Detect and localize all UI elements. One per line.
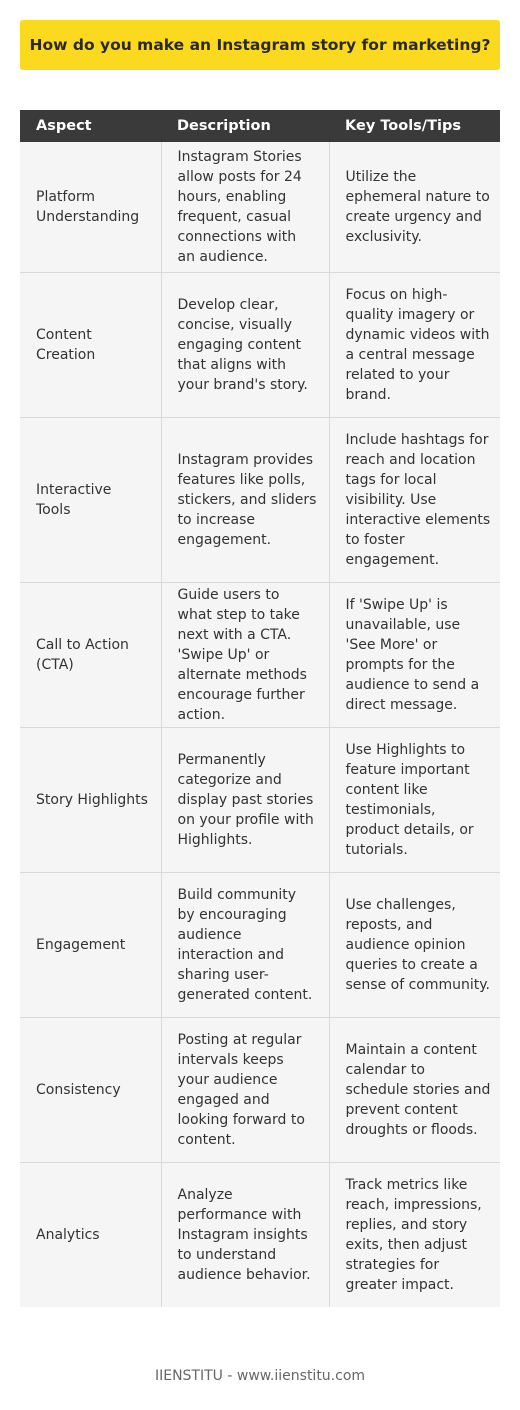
header-key-tools: Key Tools/Tips [329,110,500,142]
cell-description: Posting at regular intervals keeps your audience engaged and looking forward to content. [161,1017,329,1162]
cell-description: Instagram provides features like polls, stickers, and sliders to increase engagement. [161,417,329,582]
cell-description: Build community by encouraging audience interaction and sharing user-generated content. [161,872,329,1017]
cell-description: Guide users to what step to take next with a CTA. 'Swipe Up' or alternate methods encourage further action. [161,582,329,727]
table-header-row [20,110,500,142]
cell-tips: Use challenges, reposts, and audience opinion queries to create a sense of community. [329,872,500,1017]
cell-tips: Utilize the ephemeral nature to create urgency and exclusivity. [329,142,500,272]
cell-description: Analyze performance with Instagram insights to understand audience behavior. [161,1162,329,1307]
cell-aspect: Platform Understanding [20,142,161,272]
page-title: How do you make an Instagram story for marketing? [29,36,491,54]
cell-aspect: Analytics [20,1162,161,1307]
table-row [20,417,500,582]
cell-tips: Focus on high-quality imagery or dynamic videos with a central message related to your brand. [329,272,500,417]
cell-aspect: Call to Action (CTA) [20,582,161,727]
header-aspect: Aspect [20,110,161,142]
cell-aspect: Engagement [20,872,161,1017]
info-table [20,110,500,1307]
cell-aspect: Story Highlights [20,727,161,872]
cell-tips: Use Highlights to feature important content like testimonials, product details, or tutorials. [329,727,500,872]
cell-tips: Track metrics like reach, impressions, replies, and story exits, then adjust strategies for greater impact. [329,1162,500,1307]
cell-description: Permanently categorize and display past stories on your profile with Highlights. [161,727,329,872]
title-banner [20,20,500,70]
header-description: Description [161,110,329,142]
cell-tips: Maintain a content calendar to schedule stories and prevent content droughts or floods. [329,1017,500,1162]
footer-credit: IIENSTITU - www.iienstitu.com [154,1368,366,1384]
table-row [20,1162,500,1307]
table-row [20,142,500,272]
table-row [20,582,500,727]
cell-description: Instagram Stories allow posts for 24 hours, enabling frequent, casual connections with an audience. [161,142,329,272]
table-row [20,272,500,417]
cell-aspect: Consistency [20,1017,161,1162]
cell-tips: Include hashtags for reach and location tags for local visibility. Use interactive elements to foster engagement. [329,417,500,582]
cell-description: Develop clear, concise, visually engaging content that aligns with your brand's story. [161,272,329,417]
table-row [20,727,500,872]
cell-aspect: Content Creation [20,272,161,417]
cell-aspect: Interactive Tools [20,417,161,582]
table-row [20,872,500,1017]
table-row [20,1017,500,1162]
cell-tips: If 'Swipe Up' is unavailable, use 'See More' or prompts for the audience to send a direct message. [329,582,500,727]
